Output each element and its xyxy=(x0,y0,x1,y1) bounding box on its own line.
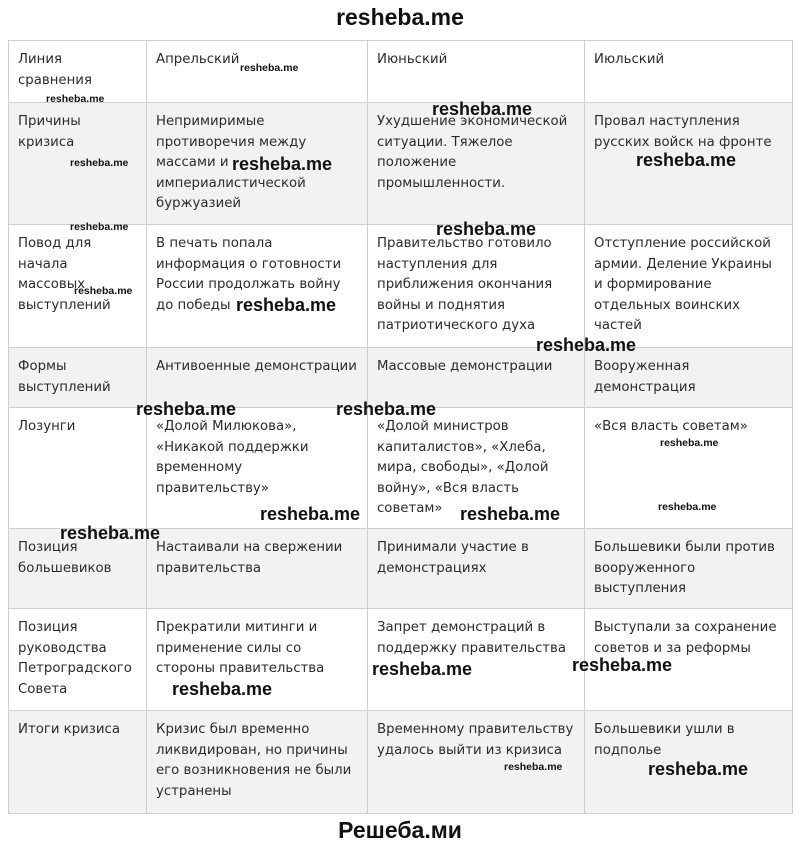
row-label: Позиция руководства Петроградского Совета xyxy=(9,609,147,711)
watermark: resheba.me xyxy=(504,761,563,773)
table-cell: Правительство готовило наступления для приближения окончания войны и поднятия патриотического духа xyxy=(368,225,585,348)
table-cell: Временному правительству удалось выйти из кризиса xyxy=(368,711,585,814)
table-cell: Массовые демонстрации xyxy=(368,348,585,408)
table-cell: Прекратили митинги и применение силы со стороны правительства xyxy=(147,609,368,711)
watermark: resheba.me xyxy=(432,99,533,119)
watermark: resheba.me xyxy=(572,655,673,675)
table-cell: В печать попала информация о готовности России продолжать войну до победы xyxy=(147,225,368,348)
column-header: Линия сравнения xyxy=(9,41,147,103)
table-cell: Запрет демонстраций в поддержку правительства xyxy=(368,609,585,711)
row-label: Формы выступлений xyxy=(9,348,147,408)
row-label: Повод для начала массовых выступлений xyxy=(9,225,147,348)
watermark: resheba.me xyxy=(636,150,737,170)
watermark: resheba.me xyxy=(74,285,133,297)
watermark: resheba.me xyxy=(336,399,437,419)
watermark: resheba.me xyxy=(46,93,105,105)
table-cell: Принимали участие в демонстрациях xyxy=(368,529,585,609)
table-cell: Непримиримые противоречия между массами и империалистической буржуазией xyxy=(147,103,368,225)
table-cell: Провал наступления русских войск на фронте xyxy=(585,103,793,225)
table-cell: Вооруженная демонстрация xyxy=(585,348,793,408)
table-cell: Антивоенные демонстрации xyxy=(147,348,368,408)
site-title: resheba.me xyxy=(336,4,464,30)
table-cell: «Долой Милюкова», «Никакой поддержки временному правительству» xyxy=(147,408,368,529)
watermark: resheba.me xyxy=(136,399,237,419)
column-header: Июньский xyxy=(368,41,585,103)
table-cell: Настаивали на свержении правительства xyxy=(147,529,368,609)
watermark: resheba.me xyxy=(648,759,749,779)
watermark: resheba.me xyxy=(172,679,273,699)
row-label: Итоги кризиса xyxy=(9,711,147,814)
table-cell: Отступление российской армии. Деление Украины и формирование отдельных воинских частей xyxy=(585,225,793,348)
watermark: resheba.me xyxy=(232,154,333,174)
watermark: resheba.me xyxy=(260,504,361,524)
table-cell: «Вся власть советам» xyxy=(585,408,793,529)
watermark: resheba.me xyxy=(460,504,561,524)
table-cell: Ухудшение экономической ситуации. Тяжелое положение промышленности. xyxy=(368,103,585,225)
watermark: resheba.me xyxy=(240,62,299,74)
table-header-row xyxy=(9,41,793,103)
table-cell: Кризис был временно ликвидирован, но причины его возникновения не были устранены xyxy=(147,711,368,814)
table-cell: Большевики были против вооруженного выступления xyxy=(585,529,793,609)
watermark: resheba.me xyxy=(70,221,129,233)
watermark: resheba.me xyxy=(236,295,337,315)
watermark: resheba.me xyxy=(436,219,537,239)
watermark: resheba.me xyxy=(60,523,161,543)
table-cell: Выступали за сохранение советов и за реформы xyxy=(585,609,793,711)
watermark: resheba.me xyxy=(536,335,637,355)
row-label: Позиция большевиков xyxy=(9,529,147,609)
column-header: Апрельский xyxy=(147,41,368,103)
watermark: resheba.me xyxy=(372,659,473,679)
table-cell: Большевики ушли в подполье xyxy=(585,711,793,814)
table-cell: «Долой министров капиталистов», «Хлеба, мира, свободы», «Долой войну», «Вся власть советам» xyxy=(368,408,585,529)
watermark: resheba.me xyxy=(660,437,719,449)
column-header: Июльский xyxy=(585,41,793,103)
watermark: resheba.me xyxy=(658,501,717,513)
watermark: resheba.me xyxy=(70,157,129,169)
site-footer: Решеба.ми xyxy=(338,817,462,843)
row-label: Причины кризиса xyxy=(9,103,147,225)
row-label: Лозунги xyxy=(9,408,147,529)
